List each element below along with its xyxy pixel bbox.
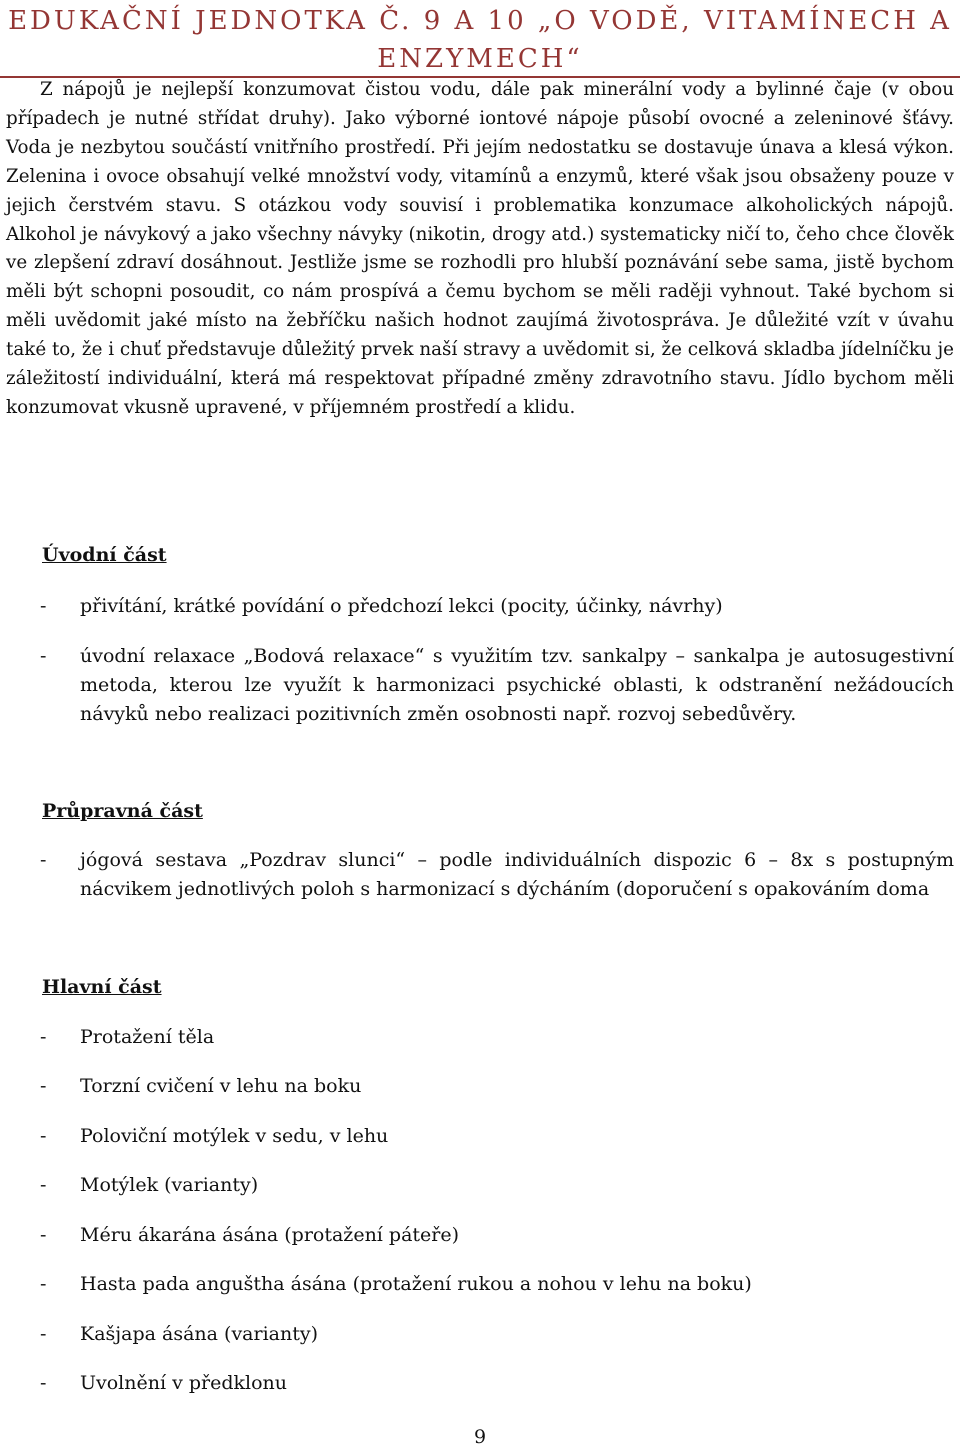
list-dash: - <box>40 1075 47 1097</box>
list-dash: - <box>40 645 47 667</box>
list-dash: - <box>40 1323 47 1345</box>
list-dash: - <box>40 1174 47 1196</box>
list-item <box>0 642 960 729</box>
section-heading-prupravna: Průpravná část <box>42 800 203 822</box>
section-heading-hlavni: Hlavní část <box>42 976 162 998</box>
list-item-text: jógová sestava „Pozdrav slunci“ – podle individuálních dispozic 6 – 8x s postupným nácvikem jednotlivých poloh s harmonizací s dýcháním (doporučení s opakováním doma <box>80 849 954 900</box>
list-item-text: Poloviční motýlek v sedu, v lehu <box>80 1125 389 1147</box>
list-item-text: úvodní relaxace „Bodová relaxace“ s využitím tzv. sankalpy – sankalpa je autosugestivní metoda, kterou lze využít k harmonizaci psychické oblasti, k odstranění nežádoucích návyků nebo realizaci pozitivních změn osobnosti např. rozvoj sebedůvěry. <box>80 645 954 725</box>
list-item-text: Kašjapa ásána (varianty) <box>80 1323 319 1345</box>
list-item-text: Torzní cvičení v lehu na boku <box>80 1075 362 1097</box>
list-item-text: Méru ákarána ásána (protažení páteře) <box>80 1224 460 1246</box>
list-item-text: přivítání, krátké povídání o předchozí lekci (pocity, účinky, návrhy) <box>80 595 723 617</box>
document-title <box>0 2 960 78</box>
document-title-line-2: ENZYMECH“ <box>377 44 583 74</box>
list-item <box>0 846 960 904</box>
uvodni-list <box>0 592 960 729</box>
document-title-line-1: EDUKAČNÍ JEDNOTKA Č. 9 A 10 „O VODĚ, VITAMÍNECH A <box>8 6 952 36</box>
list-dash: - <box>40 1125 47 1147</box>
intro-paragraph: Z nápojů je nejlepší konzumovat čistou vodu, dále pak minerální vody a bylinné čaje (v obou případech je nutné střídat druhy). Jako výborné iontové nápoje působí ovocné a zeleninové šťávy. Voda je nezbytou součástí vnitřního prostředí. Při jejím nedostatku se dostavuje únava a klesá výkon. Zelenina i ovoce obsahují velké množství vody, vitamínů a enzymů, které však jsou obsaženy pouze v jejich čerstvém stavu. S otázkou vody souvisí i problematika konzumace alkoholických nápojů. Alkohol je návykový a jako všechny návyky (nikotin, drogy atd.) systematicky ničí to, čeho chce člověk ve zlepšení zdraví dosáhnout. Jestliže jsme se rozhodli pro hlubší poznávání sebe sama, jistě bychom měli být schopni posoudit, co nám prospívá a čemu bychom se měli raději vyhnout. Také bychom si měli uvědomit jaké místo na žebříčku našich hodnot zaujímá životospráva. Je důležité vzít v úvahu také to, že i chuť představuje důležitý prvek naší stravy a uvědomit si, že celková skladba jídelníčku je záležitostí individuální, která má respektovat případné změny zdravotního stavu. Jídlo bychom měli konzumovat vkusně upravené, v příjemném prostředí a klidu. <box>6 79 954 418</box>
list-dash: - <box>40 1372 47 1394</box>
list-item-text: Hasta pada anguštha ásána (protažení rukou a nohou v lehu na boku) <box>80 1273 752 1295</box>
section-heading-uvodni: Úvodní část <box>42 544 167 566</box>
list-dash: - <box>40 595 47 617</box>
list-item-text: Protažení těla <box>80 1026 215 1048</box>
list-item-text: Uvolnění v předklonu <box>80 1372 288 1394</box>
list-item <box>0 592 960 621</box>
list-dash: - <box>40 1273 47 1295</box>
list-dash: - <box>40 1026 47 1048</box>
list-dash: - <box>40 1224 47 1246</box>
list-item-text: Motýlek (varianty) <box>80 1174 259 1196</box>
page-number: 9 <box>473 1426 487 1448</box>
prupravna-list <box>0 846 960 904</box>
list-dash: - <box>40 849 47 871</box>
